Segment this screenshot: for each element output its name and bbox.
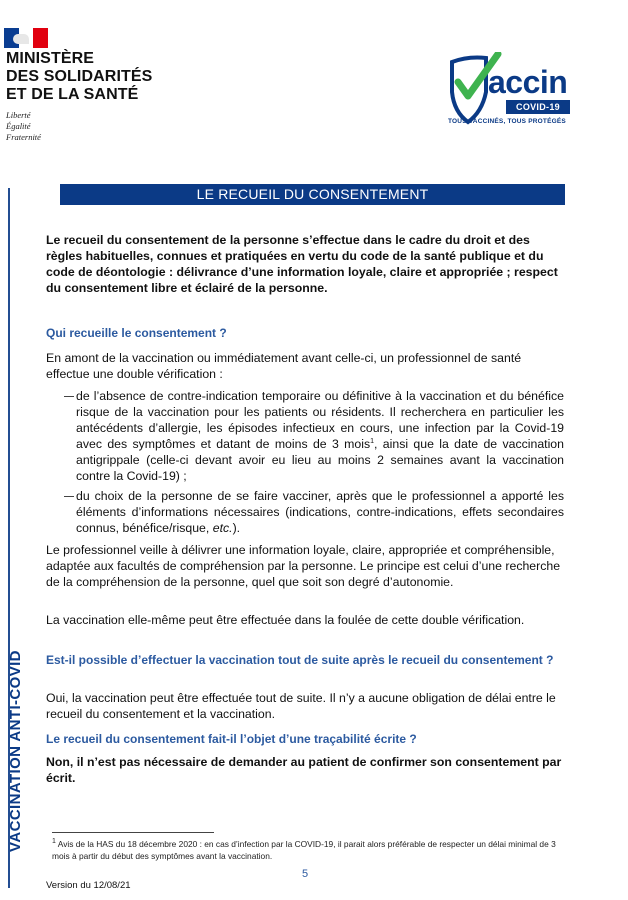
ministry-name: MINISTÈRE DES SOLIDARITÉS ET DE LA SANTÉ (6, 50, 153, 103)
vaccin-logo-word: accin (488, 64, 568, 100)
answer-written-traceability: Non, il n’est pas nécessaire de demander au patient de confirmer son consentement par écrit. (46, 755, 562, 785)
republic-flag-logo (4, 28, 48, 48)
question-written-traceability: Le recueil du consentement fait-il l’objet d’une traçabilité écrite ? (46, 732, 417, 746)
footnote: $^1$ Avis de la HAS du 18 décembre 2020 : en cas d’infection par la COVID-19, il parait alors préférable de respecter un délai minimal de 3 mois à partir du début des symptômes avant la vaccination. (52, 838, 556, 861)
answer-immediate-vaccination: Oui, la vaccination peut être effectuée tout de suite. Il n’y a aucune obligation de délai entre le recueil du consentement et la vaccination. (46, 691, 556, 721)
intro-paragraph: Le recueil du consentement de la personne s’effectue dans le cadre du droit et des règles habituelles, connues et pratiquées en vertu du code de la santé publique et du code de déontologie : délivrance d’une information loyale, claire et appropriée ; respect du consentement libre et éclairé de la personne. (46, 233, 558, 295)
bullet-dash (64, 396, 74, 397)
section-title: LE RECUEIL DU CONSENTEMENT (60, 184, 565, 205)
bullet-contraindication: de l’absence de contre-indication temporaire ou définitive à la vaccination et du bénéfice risque de la vaccination pour les patients ou résidents. Il recherchera en particulier les antécédents d’allergie, les épisodes infectieux en cours, une infection par la Covid-19 avec des symptômes et datant de moins de 3 mois$^1$, ainsi que la date de vaccination antigrippale (celle-ci devant avoir eu lieu au moins 2 semaines avant la vaccination contre la Covid-19) ; (76, 389, 564, 483)
republic-motto: Liberté Égalité Fraternité (6, 110, 41, 142)
paragraph-information: Le professionnel veille à délivrer une information loyale, claire, appropriée et compréhensible, adaptée aux facultés de compréhension par la personne. Le principe est celui d’une recherche de la compréhension de la personne, quel que soit son degré d’autonomie. (46, 543, 561, 589)
page-number: 5 (302, 868, 309, 880)
covid-badge: COVID-19 (506, 100, 570, 114)
version-label: Version du 12/08/21 (46, 880, 131, 891)
logo-tagline: TOUS VACCINÉS, TOUS PROTÉGÉS (448, 118, 566, 125)
bullet-dash (64, 496, 74, 497)
bullet-person-choice: du choix de la personne de se faire vacciner, après que le professionnel a apporté les éléments d’informations nécessaires (indications, contre-indications, effets secondaires connus, bénéfice/risque, etc.). (76, 489, 564, 535)
paragraph-same-visit: La vaccination elle-même peut être effectuée dans la foulée de cette double vérification. (46, 613, 525, 627)
side-label: VACCINATION ANTI-COVID (7, 650, 24, 852)
paragraph-double-verification: En amont de la vaccination ou immédiatement avant celle-ci, un professionnel de santé effectue une double vérification : (46, 351, 522, 381)
footnote-divider (52, 832, 214, 833)
question-immediate-vaccination: Est-il possible d’effectuer la vaccination tout de suite après le recueil du consentement ? (46, 653, 554, 667)
question-who-collects: Qui recueille le consentement ? (46, 326, 227, 340)
